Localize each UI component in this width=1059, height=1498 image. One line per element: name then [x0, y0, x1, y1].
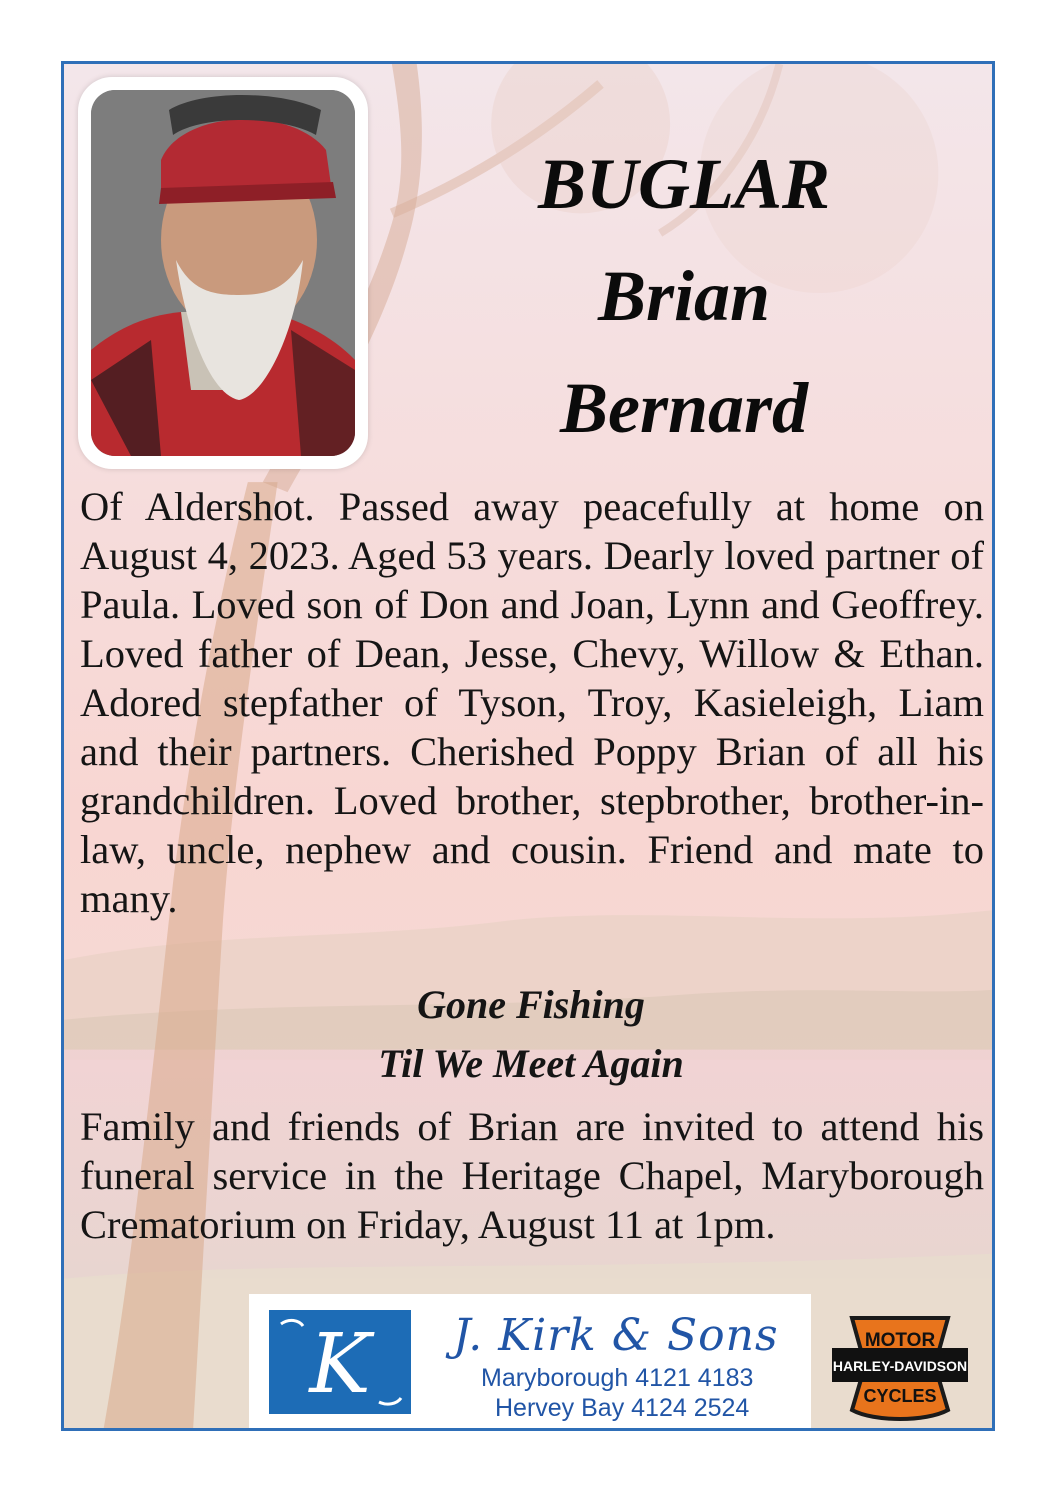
death-notice — [61, 61, 995, 1431]
middle-name: Bernard — [559, 368, 809, 448]
svg-text:MOTOR: MOTOR — [864, 1330, 936, 1351]
harley-davidson-logo-icon — [826, 1304, 974, 1422]
funeral-director-name: J. Kirk & Sons — [453, 1310, 779, 1361]
first-name: Brian — [597, 256, 771, 336]
funeral-director-banner — [249, 1294, 811, 1430]
hervey-bay-phone: Hervey Bay 4124 2524 — [495, 1394, 750, 1422]
verse-line-2: Til We Meet Again — [378, 1041, 684, 1086]
deceased-name — [494, 128, 874, 464]
maryborough-phone: Maryborough 4121 4183 — [481, 1364, 754, 1392]
svg-text:K: K — [309, 1317, 371, 1412]
funeral-details-paragraph: Family and friends of Brian are invited to attend his funeral service in the Heritage Chapel, Maryborough Crematorium on Friday, August 11 at 1pm. — [80, 1104, 984, 1247]
notice-paragraph: Of Aldershot. Passed away peacefully at home on August 4, 2023. Aged 53 years. Dearly loved partner of Paula. Loved son of Don and Joan, Lynn and Geoffrey. Loved father of Dean, Jesse, Chevy, Willow & Ethan. Adored stepfather of Tyson, Troy, Kasieleigh, Liam and their partners. Cherished Poppy Brian of all his grandchildren. Loved brother, stepbrother, brother-in-law, uncle, nephew and cousin. Friend and mate to many. — [80, 484, 984, 921]
verse-line-1: Gone Fishing — [417, 982, 645, 1027]
surname: BUGLAR — [537, 144, 831, 224]
portrait-frame — [78, 77, 368, 469]
kirk-logo-icon — [269, 1310, 411, 1414]
svg-text:HARLEY-DAVIDSON: HARLEY-DAVIDSON — [832, 1358, 968, 1374]
svg-text:CYCLES: CYCLES — [863, 1386, 937, 1406]
portrait-photo — [91, 90, 355, 456]
